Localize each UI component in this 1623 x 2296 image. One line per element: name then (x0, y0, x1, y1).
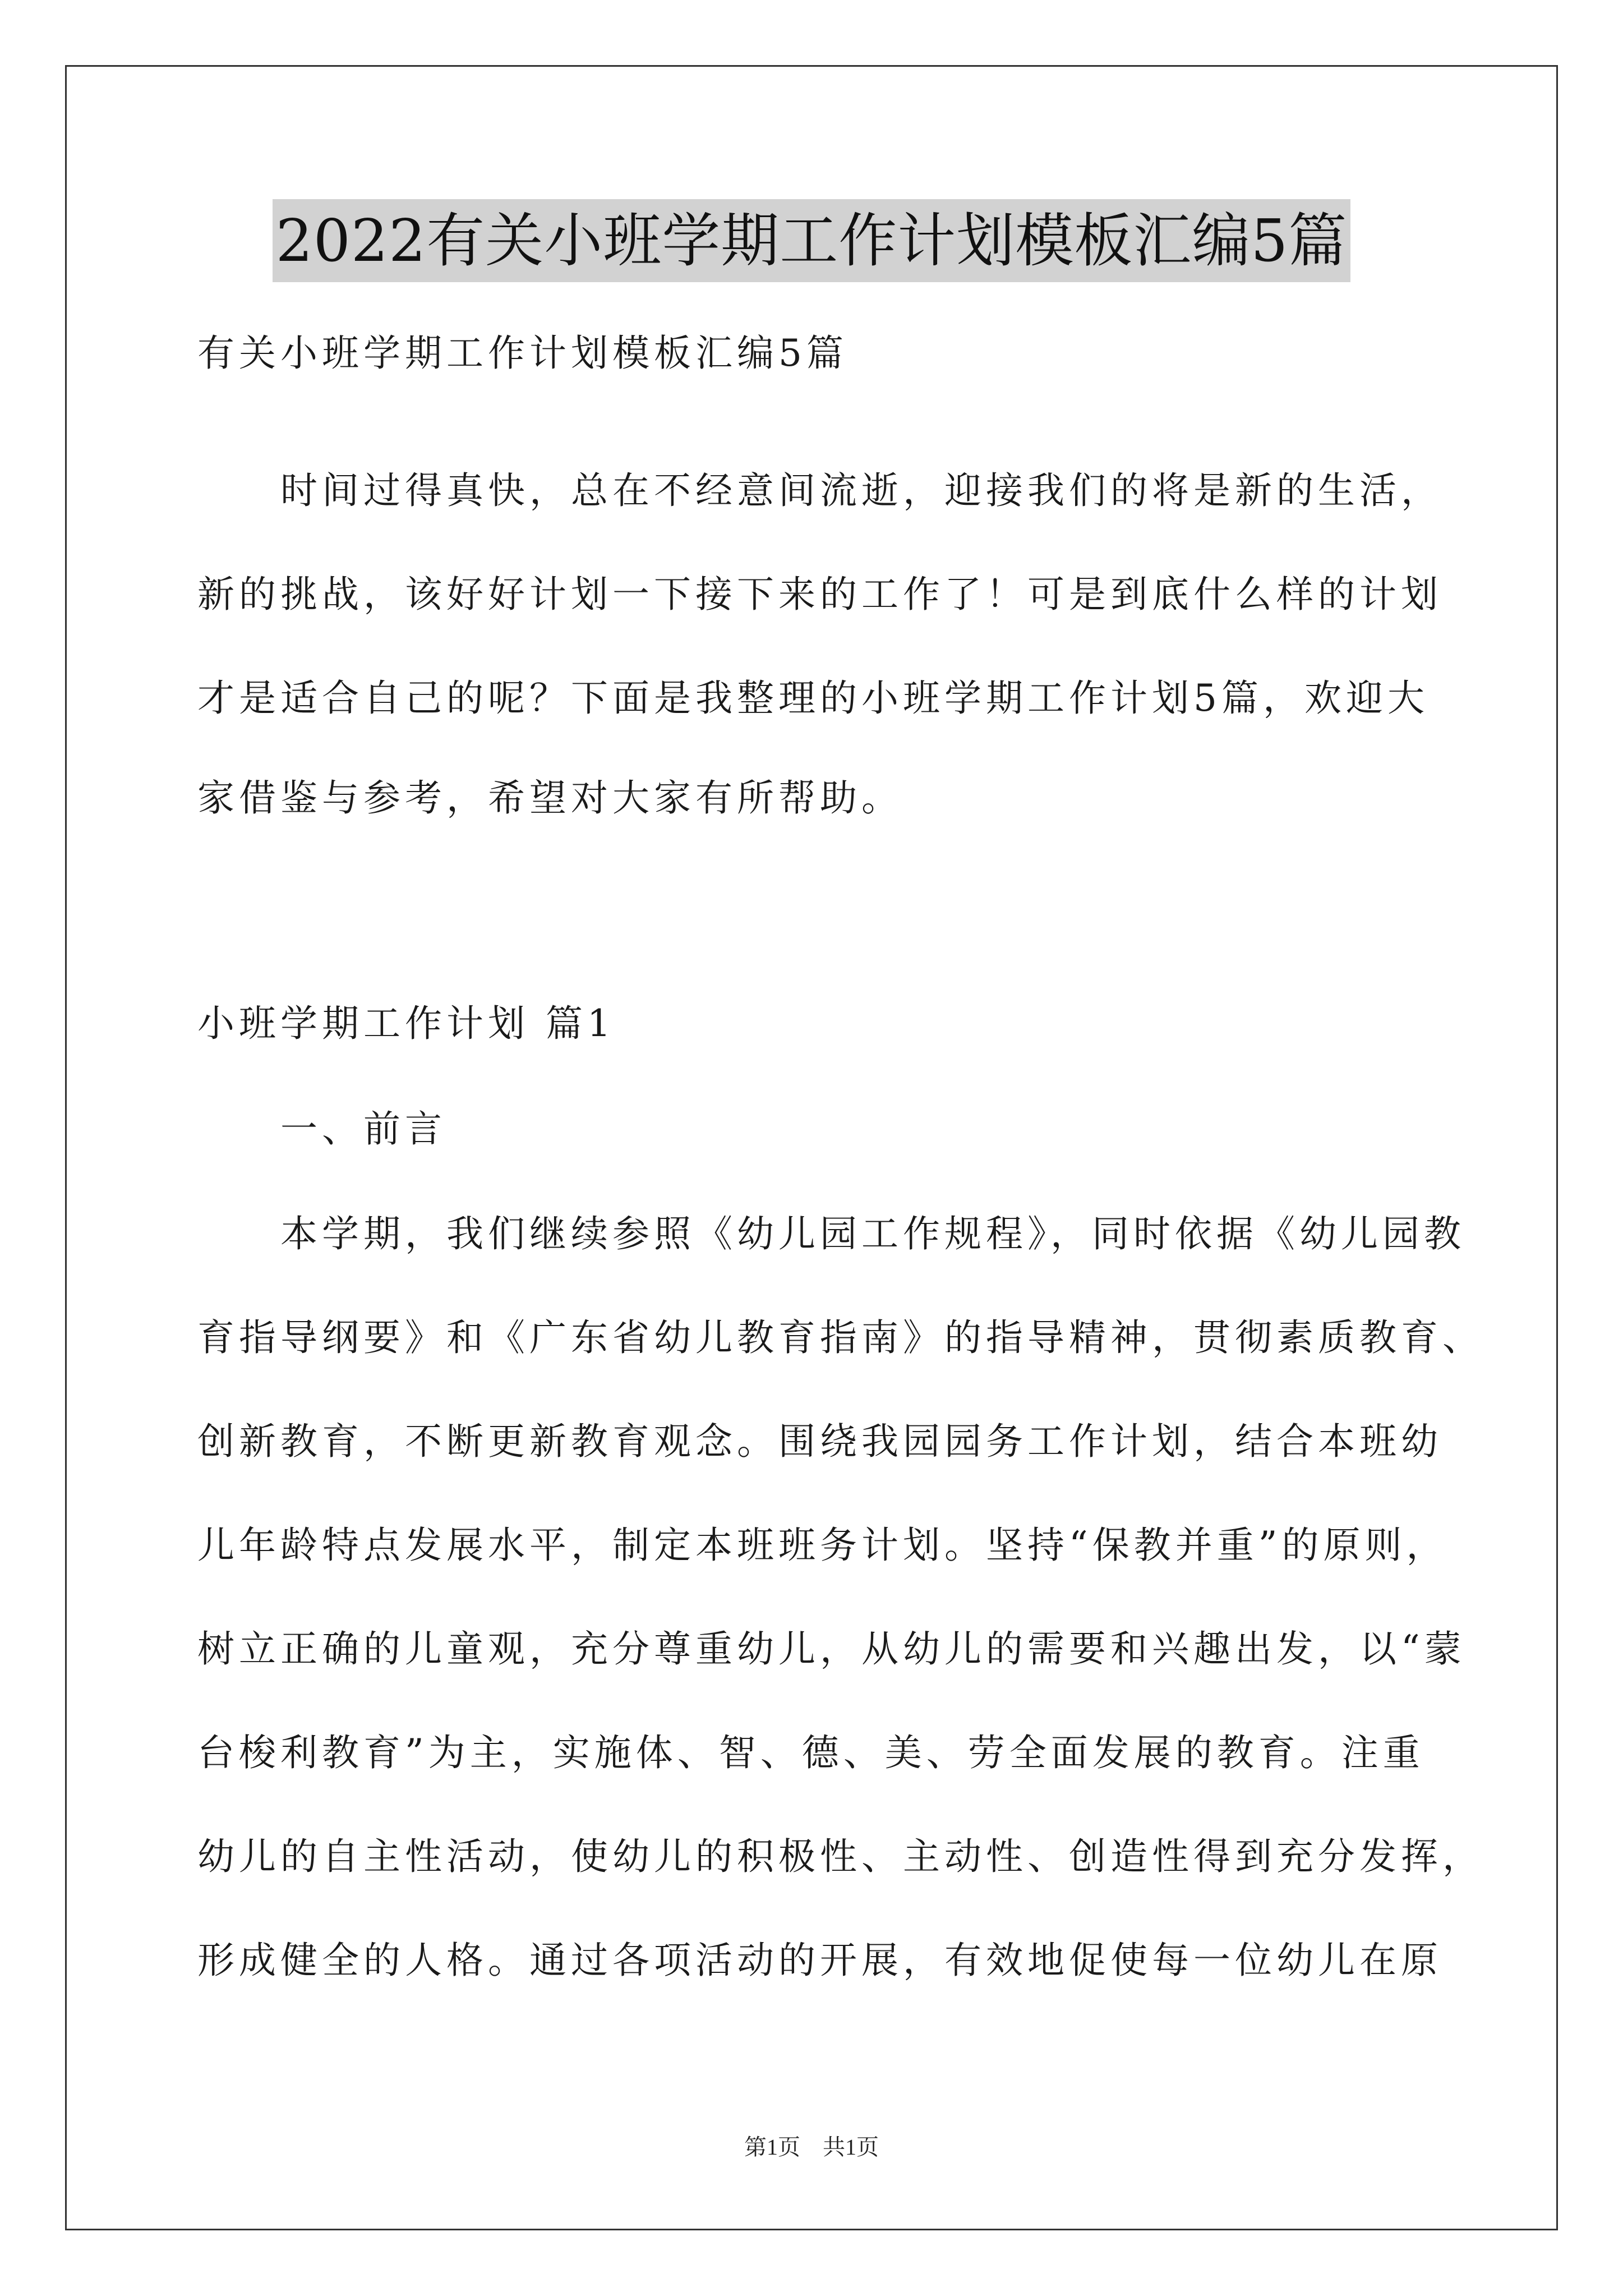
paragraph-line: 新的挑战，该好好计划一下接下来的工作了！可是到底什么样的计划 (197, 573, 1442, 616)
paragraph-line: 树立正确的儿童观，充分尊重幼儿，从幼儿的需要和兴趣出发，以“蒙 (197, 1627, 1466, 1671)
section-heading: 小班学期工作计划 篇1 (197, 1002, 615, 1045)
page-number: 第1页 (744, 2134, 800, 2160)
paragraph-line: 家借鉴与参考，希望对大家有所帮助。 (197, 776, 903, 820)
paragraph-line: 幼儿的自主性活动，使幼儿的积极性、主动性、创造性得到充分发挥， (197, 1835, 1484, 1878)
paragraph-line: 才是适合自己的呢？下面是我整理的小班学期工作计划5篇，欢迎大 (197, 677, 1429, 720)
paragraph-line: 形成健全的人格。通过各项活动的开展，有效地促使每一位幼儿在原 (197, 1939, 1442, 1982)
paragraph-line: 儿年龄特点发展水平，制定本班班务计划。坚持“保教并重”的原则， (197, 1524, 1448, 1567)
paragraph-line: 育指导纲要》和《广东省幼儿教育指南》的指导精神，贯彻素质教育、 (197, 1316, 1484, 1359)
subsection-heading: 一、前言 (280, 1107, 446, 1151)
document-title: 2022有关小班学期工作计划模板汇编5篇 (273, 199, 1351, 282)
page-footer (0, 2132, 1623, 2163)
paragraph-line: 创新教育，不断更新教育观念。围绕我园园务工作计划，结合本班幼 (197, 1420, 1442, 1463)
subtitle-line: 有关小班学期工作计划模板汇编5篇 (197, 332, 848, 375)
paragraph-line: 本学期，我们继续参照《幼儿园工作规程》，同时依据《幼儿园教 (280, 1212, 1465, 1255)
page-total: 共1页 (823, 2134, 879, 2160)
paragraph-line: 台梭利教育”为主，实施体、智、德、美、劳全面发展的教育。注重 (197, 1731, 1424, 1774)
paragraph-line: 时间过得真快，总在不经意间流逝，迎接我们的将是新的生活， (280, 469, 1442, 512)
title-container (0, 199, 1623, 282)
